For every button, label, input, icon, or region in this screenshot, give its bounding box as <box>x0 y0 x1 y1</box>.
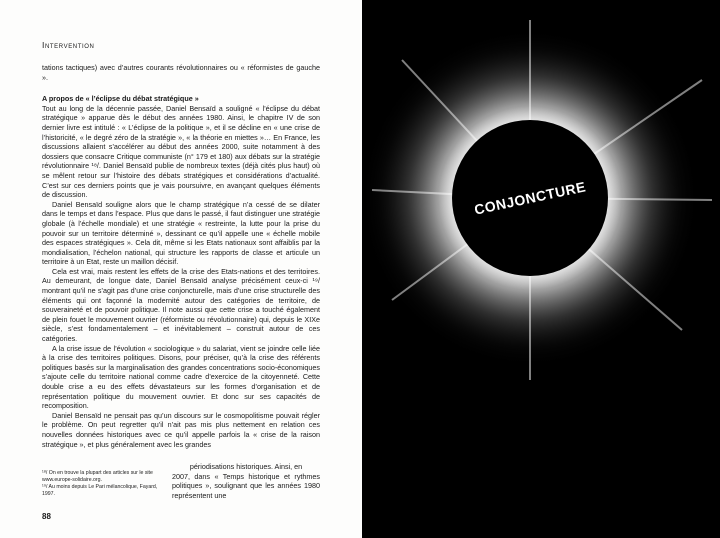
main-text <box>42 63 320 449</box>
footnote-19: ¹⁹/ Au moins depuis Le Pari mélancolique, Fayard, 1997. <box>42 484 158 497</box>
lead-in-paragraph: tations tactiques) avec d’autres courants révolutionnaires ou « réformistes de gauche ». <box>42 63 320 82</box>
section-heading: A propos de « l’éclipse du débat stratégique » <box>42 94 199 104</box>
paragraph-4: A la crise issue de l’évolution « sociologique » du salariat, vient se joindre celle liée à la crise des territoires politiques. Disons, pour préciser, qu’à la crise des référents politiques basés sur la marginalisation des grandes concentrations socio-économiques s’ajoute celle du territoire national comme cadre d’exercice de la citoyenneté. Cette double crise a eu des effets dévastateurs sur les formes d’organisation et de représentation politique du mouvement ouvrier. Et donc sur ses capacités de recomposition. <box>42 343 320 411</box>
page-number: 88 <box>42 512 51 521</box>
side-line-2: 2007, dans « Temps historique et rythmes politiques », soulignant que les années 1980 représentent une <box>172 471 320 500</box>
side-column <box>172 462 320 500</box>
paragraph-1: Tout au long de la décennie passée, Daniel Bensaïd a souligné « l’éclipse du débat stratégique » apparue dès le début des années 1980. Ainsi, le chapitre IV de son dernier livre est intitulé : « L’éclipse de la politique », et il se décline en « une crise de l’historicité, « le degré zéro de la stratégie », « la théorie en miettes »… En France, les discussions allaient s’accélérer au début des années 2000, suite notamment à des dossiers que consacre Critique communiste (n° 179 et 180) aux débats sur la stratégie révolutionnaire ¹⁸/. Daniel Bensaïd publie de nombreux textes (déjà cités plus haut) où se mêlent retour sur l’histoire des débats stratégiques et considérations d’actualité. C’est sur ces derniers points que je vais poursuivre, en avançant quelques éléments de discussion. <box>42 103 320 200</box>
side-line-1: périodisations historiques. Ainsi, en <box>189 462 303 471</box>
paragraph-5: Daniel Bensaïd ne pensait pas qu’un discours sur le cosmopolitisme pouvait régler le problème. On peut regretter qu’il n’ait pas mis plus nettement en relation ces nouvelles données historiques avec ce qu’il appelle parfois la « crise de la raison stratégique », et plus généralement avec les grandes <box>42 410 320 449</box>
footnote-18: ¹⁸/ On en trouve la plupart des articles sur le site www.europe-solidaire.org. <box>42 470 153 483</box>
paragraph-3: Cela est vrai, mais restent les effets de la crise des Etats-nations et des territoires. Au demeurant, de longue date, Daniel Bensaïd analyse précisément ceux-ci ¹⁹/ montrant qu’il ne s’agit pas d’une crise conjoncturelle, mais d’une crise structurelle des éléments qui ont façonné la modernité autour des catégories de territoire, de souveraineté et de pouvoir politique. Il note aussi que cette crise a touché également de plein fouet le mouvement ouvrier (réformiste ou révolutionnaire) qui, depuis le XIXe siècle, s’est fondamentalement – et inévitablement – construit autour de ces catégories. <box>42 266 320 344</box>
paragraph-2: Daniel Bensaïd souligne alors que le champ stratégique n’a cessé de se dilater dans le temps et dans l’espace. Plus que dans le passé, il faut distinguer une stratégie globale (à l’échelle mondiale) et une stratégie « restreinte, la lutte pour la prise du pouvoir sur un territoire déterminé », dessinant ce qu’il appelle une « échelle mobile des espaces stratégiques ». Cela dit, même si les Etats nationaux sont affaiblis par la mondialisation, l’échelon national, qui structure les rapports de classe et articule un territoire à un Etat, reste un maillon décisif. <box>42 199 320 267</box>
eclipse-illustration <box>362 0 720 538</box>
footnotes <box>42 470 162 498</box>
right-page-image <box>362 0 720 538</box>
eclipse-caption: CONJONCTURE <box>472 178 588 218</box>
running-head: Intervention <box>42 40 95 50</box>
